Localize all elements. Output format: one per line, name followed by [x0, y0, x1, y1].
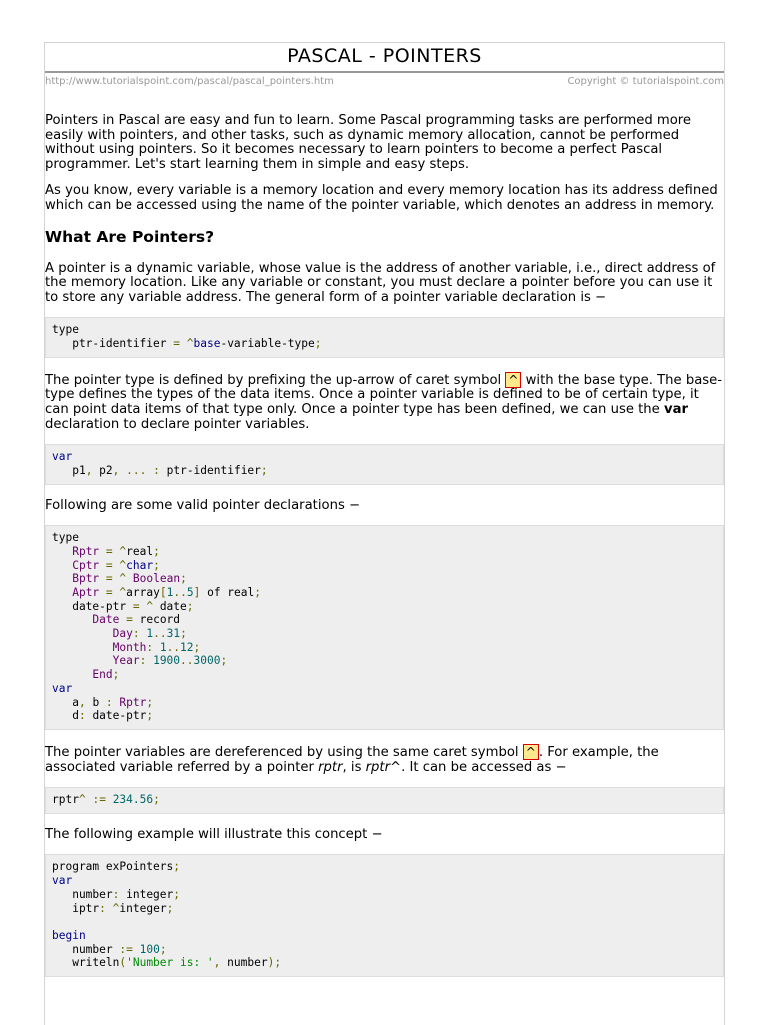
example-intro-paragraph: The following example will illustrate this concept −: [45, 826, 383, 842]
copyright-notice: Copyright © tutorialspoint.com: [567, 76, 724, 87]
caret-symbol: ^: [505, 372, 521, 388]
memory-paragraph: As you know, every variable is a memory location and every memory location has its address defined which can be accessed using the name of the pointer variable, which denotes an address in memory.: [45, 183, 718, 213]
pointer-type-paragraph: The pointer type is defined by prefixing the up-arrow of caret symbol ^ with the base type. The base-type defines the types of the data items. Once a pointer variable is defined to be of certain type, it can point data items of that type only. Once a pointer type has been defined, we can use the var declaration to declare pointer variables.: [45, 372, 723, 432]
caret-symbol-2: ^: [523, 744, 539, 760]
dereference-paragraph: The pointer variables are dereferenced by using the same caret symbol ^ . For example, the associated variable referred by a pointer rptr, is rptr^. It can be accessed as −: [45, 744, 659, 775]
document-page: [44, 42, 725, 1025]
article-content: [45, 114, 724, 991]
code-block-pointer-syntax: type ptr-identifier = ^base-variable-type;: [45, 317, 724, 357]
intro-paragraph: Pointers in Pascal are easy and fun to learn. Some Pascal programming tasks are performed more easily with pointers, and other tasks, such as dynamic memory allocation, cannot be performed without using pointers. So it becomes necessary to learn pointers to become a perfect Pascal programmer. Let's start learning them in simple and easy steps.: [45, 113, 692, 172]
section-heading: What Are Pointers?: [45, 227, 215, 246]
code-block-dereference: rptr^ := 234.56;: [45, 787, 724, 814]
code-block-example-program: program exPointers; var number: integer; iptr: ^integer; begin number := 100; writeln('Number is: ', number);: [45, 854, 724, 977]
valid-declarations-paragraph: Following are some valid pointer declarations −: [45, 497, 361, 513]
code-block-var-declaration: var p1, p2, ... : ptr-identifier;: [45, 444, 724, 484]
code-block-valid-declarations: type Rptr = ^real; Cptr = ^char; Bptr = ^ Boolean; Aptr = ^array[1..5] of real; date-ptr = ^ date; Date = record Day: 1..31; Month: 1..12; Year: 1900..3000; End; var a, b : Rptr; d: date-ptr;: [45, 525, 724, 730]
pointer-definition-paragraph: A pointer is a dynamic variable, whose value is the address of another variable, i.e., direct address of the memory location. Like any variable or constant, you must declare a pointer before you can use it to store any variable address. The general form of a pointer variable declaration is −: [45, 260, 716, 305]
page-title: PASCAL - POINTERS: [45, 43, 724, 73]
source-url[interactable]: http://www.tutorialspoint.com/pascal/pascal_pointers.htm: [45, 76, 334, 87]
page-meta: [45, 73, 724, 90]
var-keyword: var: [663, 401, 688, 417]
